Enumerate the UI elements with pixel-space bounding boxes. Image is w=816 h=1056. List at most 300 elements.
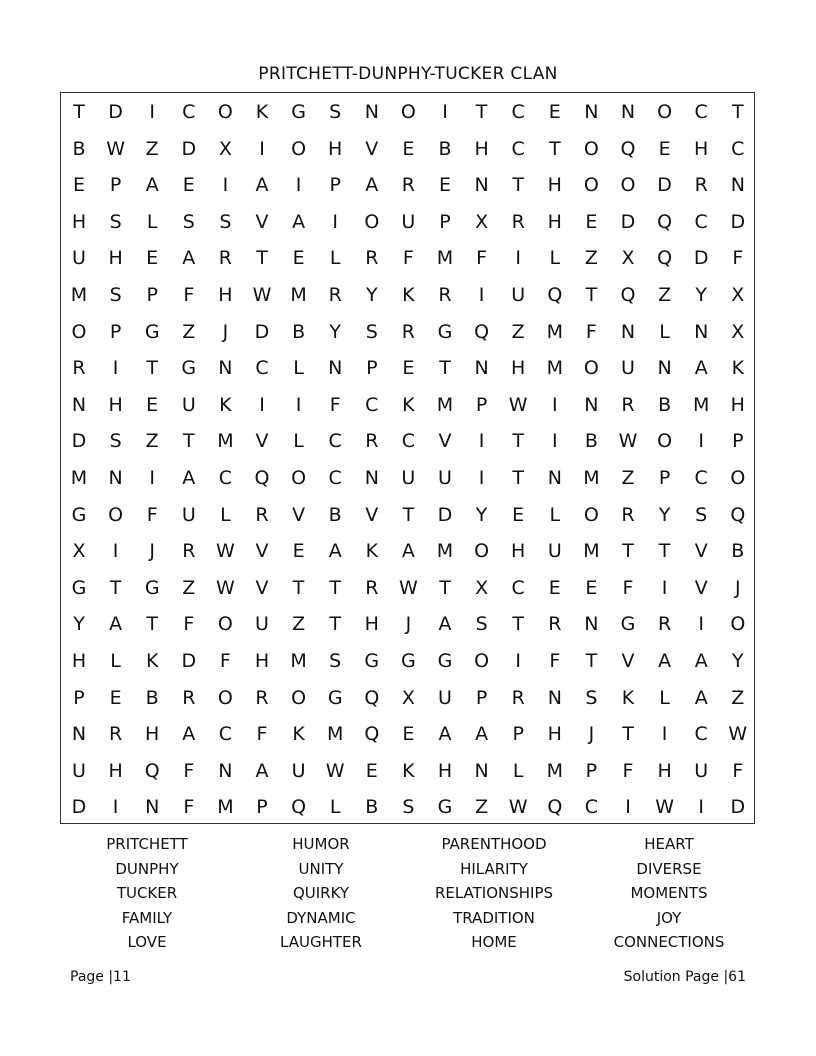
- grid-letter: H: [254, 650, 270, 672]
- grid-letter: F: [329, 393, 341, 416]
- grid-letter: Q: [547, 284, 563, 306]
- grid-letter: I: [698, 430, 704, 453]
- grid-letter: G: [401, 650, 416, 672]
- grid-letter: U: [181, 503, 196, 526]
- grid-letter: I: [149, 467, 155, 489]
- grid-letter: X: [621, 247, 635, 270]
- grid-letter: O: [108, 503, 124, 526]
- grid-letter: B: [584, 430, 598, 453]
- grid-letter: K: [145, 650, 159, 672]
- grid-letter: D: [108, 101, 123, 123]
- grid-letter: C: [218, 723, 233, 746]
- grid-letter: A: [438, 613, 452, 636]
- word-list-item: TUCKER: [116, 884, 178, 902]
- word-list-item: MOMENTS: [630, 884, 708, 902]
- grid-letter: H: [218, 284, 233, 306]
- grid-letter: C: [328, 430, 342, 453]
- grid-row: [61, 643, 754, 679]
- grid-letter: A: [401, 540, 415, 563]
- grid-letter: H: [657, 759, 672, 782]
- grid-letter: F: [732, 759, 744, 782]
- grid-letter: T: [256, 247, 268, 270]
- grid-letter: K: [255, 101, 269, 123]
- grid-letter: D: [693, 247, 709, 270]
- grid-letter: A: [182, 247, 196, 270]
- grid-letter: B: [658, 393, 672, 416]
- grid-letter: Q: [144, 759, 160, 782]
- grid-letter: D: [71, 430, 87, 453]
- grid-letter: T: [439, 576, 451, 599]
- grid-letter: Y: [365, 284, 378, 306]
- grid-row: [61, 789, 754, 825]
- grid-letter: I: [478, 430, 485, 453]
- grid-letter: V: [438, 430, 452, 453]
- grid-letter: S: [585, 686, 598, 709]
- page-number: Page |11: [70, 969, 131, 985]
- grid-letter: D: [620, 210, 636, 233]
- grid-letter: H: [511, 540, 526, 563]
- grid-letter: X: [218, 137, 232, 160]
- grid-letter: V: [255, 430, 269, 453]
- grid-row: [61, 570, 754, 606]
- grid-letter: I: [661, 576, 668, 599]
- word-list-item: PRITCHETT: [106, 835, 188, 853]
- grid-letter: J: [405, 613, 412, 636]
- grid-letter: B: [292, 320, 306, 343]
- word-list-item: DUNPHY: [115, 859, 179, 878]
- grid-letter: R: [694, 174, 708, 197]
- grid-letter: M: [546, 357, 563, 380]
- grid-letter: N: [620, 320, 636, 343]
- grid-letter: T: [512, 467, 524, 489]
- grid-letter: I: [478, 284, 485, 306]
- grid-letter: H: [364, 613, 379, 636]
- grid-letter: Y: [731, 650, 744, 672]
- grid-row: [61, 460, 754, 496]
- grid-letter: O: [583, 174, 599, 197]
- word-list-item: DYNAMIC: [286, 908, 356, 927]
- grid-letter: I: [259, 137, 265, 160]
- grid-letter: P: [366, 357, 378, 380]
- grid-letter: S: [329, 650, 342, 672]
- grid-row: [61, 167, 754, 203]
- grid-letter: D: [254, 320, 270, 343]
- grid-letter: P: [658, 467, 671, 489]
- grid-letter: W: [618, 430, 638, 453]
- grid-letter: Z: [584, 247, 598, 270]
- grid-letter: T: [658, 540, 671, 563]
- grid-letter: C: [401, 430, 416, 453]
- grid-letter: D: [657, 174, 672, 197]
- grid-letter: L: [549, 503, 561, 526]
- grid-letter: R: [182, 686, 196, 709]
- grid-letter: U: [621, 357, 635, 380]
- grid-letter: Z: [475, 796, 489, 819]
- word-list-item: HUMOR: [292, 835, 350, 853]
- grid-letter: F: [146, 503, 158, 526]
- grid-letter: S: [109, 284, 122, 306]
- grid-letter: T: [731, 101, 744, 123]
- grid-letter: L: [220, 503, 231, 526]
- grid-letter: Y: [329, 320, 341, 343]
- grid-letter: E: [109, 686, 122, 709]
- grid-letter: D: [71, 796, 87, 819]
- grid-letter: A: [365, 174, 379, 197]
- grid-letter: T: [292, 576, 305, 599]
- grid-letter: R: [438, 284, 452, 306]
- grid-letter: N: [547, 686, 562, 709]
- grid-letter: G: [71, 503, 87, 526]
- grid-letter: H: [547, 723, 562, 746]
- grid-letter: C: [731, 137, 745, 160]
- grid-letter: D: [730, 796, 746, 819]
- grid-letter: O: [657, 101, 673, 123]
- grid-letter: I: [149, 101, 155, 123]
- grid-letter: P: [732, 430, 744, 453]
- grid-letter: C: [511, 576, 525, 599]
- grid-letter: U: [438, 686, 452, 709]
- grid-letter: L: [293, 357, 304, 380]
- grid-letter: H: [547, 174, 562, 197]
- grid-letter: L: [659, 686, 670, 709]
- grid-letter: Q: [364, 723, 380, 746]
- grid-letter: F: [622, 759, 634, 782]
- grid-letter: O: [71, 320, 87, 343]
- grid-letter: I: [551, 430, 558, 453]
- grid-letter: H: [437, 759, 453, 782]
- grid-letter: F: [219, 650, 231, 672]
- grid-letter: W: [325, 759, 345, 782]
- grid-row: [61, 753, 754, 789]
- grid-letter: T: [73, 101, 85, 123]
- grid-letter: O: [217, 613, 233, 636]
- grid-letter: H: [108, 759, 123, 782]
- grid-letter: L: [293, 430, 304, 453]
- grid-letter: I: [222, 174, 229, 197]
- grid-letter: R: [255, 686, 269, 709]
- grid-letter: E: [548, 576, 561, 599]
- grid-letter: N: [474, 759, 489, 782]
- grid-letter: H: [730, 393, 745, 416]
- grid-letter: F: [402, 247, 414, 270]
- grid-letter: E: [512, 503, 525, 526]
- grid-letter: B: [328, 503, 342, 526]
- grid-letter: W: [215, 576, 235, 599]
- grid-letter: M: [692, 393, 710, 416]
- grid-row: [61, 387, 754, 423]
- grid-letter: A: [145, 174, 159, 197]
- grid-letter: T: [622, 540, 634, 563]
- grid-letter: J: [222, 320, 229, 343]
- grid-letter: Z: [511, 320, 525, 343]
- grid-letter: I: [551, 393, 558, 416]
- grid-letter: M: [290, 650, 307, 672]
- grid-letter: R: [182, 540, 196, 563]
- grid-letter: U: [694, 759, 709, 782]
- grid-letter: I: [112, 540, 119, 563]
- word-list-column: [579, 832, 759, 955]
- grid-letter: R: [657, 613, 672, 636]
- word-list-column: [57, 832, 237, 955]
- word-list-item: QUIRKY: [292, 884, 350, 902]
- grid-letter: F: [476, 247, 488, 270]
- grid-letter: X: [731, 284, 745, 306]
- grid-letter: S: [329, 101, 342, 123]
- grid-letter: R: [621, 503, 635, 526]
- grid-letter: T: [585, 284, 598, 306]
- grid-letter: M: [583, 540, 600, 563]
- grid-letter: U: [72, 759, 86, 782]
- grid-letter: T: [512, 174, 524, 197]
- word-list-item: PARENTHOOD: [441, 835, 547, 853]
- grid-letter: V: [621, 650, 635, 672]
- grid-letter: M: [436, 247, 454, 270]
- grid-letter: W: [252, 284, 272, 306]
- grid-letter: T: [548, 137, 561, 160]
- grid-letter: U: [401, 210, 416, 233]
- grid-letter: P: [109, 320, 122, 343]
- grid-letter: A: [255, 759, 269, 782]
- grid-letter: H: [71, 210, 87, 233]
- grid-letter: C: [584, 796, 599, 819]
- grid-letter: W: [728, 723, 748, 746]
- grid-letter: O: [657, 430, 673, 453]
- grid-letter: Y: [73, 613, 85, 636]
- grid-letter: V: [694, 576, 708, 599]
- grid-letter: E: [72, 174, 85, 197]
- grid-letter: X: [475, 210, 489, 233]
- solution-page-reference: Solution Page |61: [623, 969, 746, 985]
- grid-letter: S: [695, 503, 708, 526]
- grid-letter: K: [365, 540, 379, 563]
- grid-letter: T: [182, 430, 195, 453]
- grid-letter: H: [511, 357, 526, 380]
- grid-letter: P: [512, 723, 524, 746]
- grid-letter: G: [144, 320, 160, 343]
- grid-letter: K: [292, 723, 305, 746]
- grid-letter: A: [182, 723, 196, 746]
- grid-letter: O: [583, 357, 599, 380]
- grid-letter: T: [585, 650, 598, 672]
- grid-letter: D: [437, 503, 453, 526]
- grid-letter: N: [71, 723, 87, 746]
- grid-letter: I: [112, 357, 119, 380]
- grid-letter: N: [474, 174, 489, 197]
- grid-letter: S: [109, 210, 122, 233]
- word-list-item: FAMILY: [121, 908, 173, 927]
- grid-letter: M: [546, 759, 563, 782]
- word-list-item: TRADITION: [453, 908, 535, 927]
- grid-letter: T: [329, 576, 341, 599]
- grid-letter: N: [218, 759, 233, 782]
- grid-letter: T: [146, 357, 158, 380]
- grid-letter: N: [584, 613, 599, 636]
- grid-letter: I: [259, 393, 265, 416]
- grid-letter: F: [183, 759, 195, 782]
- grid-letter: B: [72, 137, 86, 160]
- grid-letter: N: [364, 467, 379, 489]
- grid-letter: C: [182, 101, 196, 123]
- grid-letter: S: [402, 796, 415, 819]
- grid-letter: Z: [621, 467, 635, 489]
- grid-letter: T: [439, 357, 451, 380]
- grid-letter: R: [365, 430, 379, 453]
- grid-letter: H: [108, 393, 123, 416]
- grid-letter: A: [438, 723, 452, 746]
- grid-letter: P: [146, 284, 158, 306]
- grid-letter: K: [731, 357, 745, 380]
- grid-letter: I: [698, 796, 704, 819]
- grid-letter: S: [109, 430, 122, 453]
- grid-letter: Y: [475, 503, 488, 526]
- grid-letter: E: [402, 357, 415, 380]
- grid-letter: M: [70, 467, 88, 489]
- grid-letter: P: [73, 686, 85, 709]
- grid-letter: N: [547, 467, 562, 489]
- grid-letter: H: [328, 137, 343, 160]
- grid-letter: N: [364, 101, 379, 123]
- grid-letter: Z: [731, 686, 745, 709]
- grid-letter: Q: [730, 503, 746, 526]
- grid-letter: J: [734, 576, 741, 599]
- grid-letter: K: [402, 393, 415, 416]
- grid-letter: G: [620, 613, 636, 636]
- grid-letter: J: [149, 540, 155, 563]
- grid-letter: G: [364, 650, 380, 672]
- grid-letter: G: [291, 101, 306, 123]
- grid-letter: O: [583, 503, 599, 526]
- grid-letter: I: [625, 796, 631, 819]
- grid-letter: F: [256, 723, 268, 746]
- grid-letter: X: [475, 576, 489, 599]
- word-search-grid: [60, 92, 755, 824]
- grid-letter: F: [549, 650, 561, 672]
- grid-letter: V: [292, 503, 306, 526]
- grid-letter: N: [730, 174, 745, 197]
- grid-letter: U: [547, 540, 562, 563]
- grid-letter: C: [511, 137, 525, 160]
- grid-letter: E: [292, 540, 305, 563]
- grid-letter: M: [217, 796, 234, 819]
- grid-letter: T: [512, 430, 524, 453]
- grid-letter: M: [436, 393, 454, 416]
- word-list-item: UNITY: [298, 859, 344, 878]
- grid-letter: A: [255, 174, 269, 197]
- grid-letter: U: [255, 613, 269, 636]
- word-list-item: HEART: [644, 835, 694, 853]
- grid-letter: F: [183, 284, 195, 306]
- grid-letter: Q: [364, 686, 380, 709]
- word-list-item: RELATIONSHIPS: [434, 884, 554, 902]
- grid-letter: V: [255, 210, 269, 233]
- grid-letter: N: [584, 393, 599, 416]
- grid-letter: B: [731, 540, 745, 563]
- grid-letter: X: [72, 540, 86, 563]
- grid-letter: S: [182, 210, 195, 233]
- grid-letter: O: [730, 613, 746, 636]
- grid-letter: A: [658, 650, 672, 672]
- grid-letter: Z: [145, 137, 159, 160]
- grid-letter: B: [365, 796, 379, 819]
- grid-letter: W: [215, 540, 235, 563]
- grid-letter: A: [292, 210, 306, 233]
- grid-letter: I: [698, 613, 704, 636]
- grid-row: [61, 606, 754, 642]
- word-list-item: DIVERSE: [636, 859, 702, 878]
- grid-letter: E: [402, 137, 415, 160]
- grid-letter: Y: [695, 284, 707, 306]
- grid-letter: L: [512, 759, 524, 782]
- grid-letter: V: [694, 540, 708, 563]
- grid-letter: R: [621, 393, 635, 416]
- grid-letter: H: [474, 137, 489, 160]
- grid-row: [61, 204, 754, 240]
- grid-letter: S: [475, 613, 488, 636]
- grid-letter: V: [255, 540, 269, 563]
- grid-letter: I: [661, 723, 668, 746]
- grid-letter: P: [256, 796, 268, 819]
- grid-letter: Q: [657, 210, 673, 233]
- grid-row: [61, 277, 754, 313]
- grid-letter: U: [438, 467, 452, 489]
- grid-letter: L: [146, 210, 158, 233]
- grid-letter: S: [365, 320, 378, 343]
- grid-row: [61, 423, 754, 459]
- grid-letter: C: [694, 101, 708, 123]
- grid-letter: N: [71, 393, 87, 416]
- grid-letter: F: [585, 320, 597, 343]
- grid-letter: P: [329, 174, 341, 197]
- grid-letter: E: [548, 101, 561, 123]
- grid-letter: C: [694, 467, 708, 489]
- grid-letter: I: [332, 210, 338, 233]
- grid-letter: V: [365, 137, 379, 160]
- grid-letter: N: [657, 357, 672, 380]
- grid-letter: O: [620, 174, 636, 197]
- grid-letter: B: [438, 137, 452, 160]
- grid-letter: C: [365, 393, 379, 416]
- grid-letter: O: [730, 467, 746, 489]
- grid-letter: O: [474, 540, 490, 563]
- grid-letter: R: [218, 247, 232, 270]
- grid-letter: Q: [620, 284, 636, 306]
- grid-letter: C: [328, 467, 342, 489]
- grid-letter: U: [401, 467, 416, 489]
- grid-letter: L: [110, 650, 121, 672]
- grid-letter: G: [327, 686, 343, 709]
- grid-letter: B: [145, 686, 159, 709]
- word-list-column: [231, 832, 411, 955]
- grid-letter: M: [436, 540, 454, 563]
- grid-letter: P: [109, 174, 122, 197]
- grid-letter: Q: [547, 796, 563, 819]
- grid-letter: W: [398, 576, 418, 599]
- grid-letter: J: [588, 723, 595, 746]
- grid-letter: Q: [291, 796, 307, 819]
- grid-letter: G: [144, 576, 160, 599]
- grid-letter: G: [437, 796, 453, 819]
- grid-letter: W: [508, 796, 528, 819]
- grid-letter: V: [255, 576, 269, 599]
- grid-letter: W: [508, 393, 528, 416]
- grid-letter: O: [400, 101, 416, 123]
- grid-letter: K: [621, 686, 635, 709]
- grid-letter: I: [112, 796, 119, 819]
- grid-letter: L: [549, 247, 561, 270]
- grid-letter: H: [108, 247, 123, 270]
- grid-row: [61, 716, 754, 752]
- grid-letter: N: [620, 101, 636, 123]
